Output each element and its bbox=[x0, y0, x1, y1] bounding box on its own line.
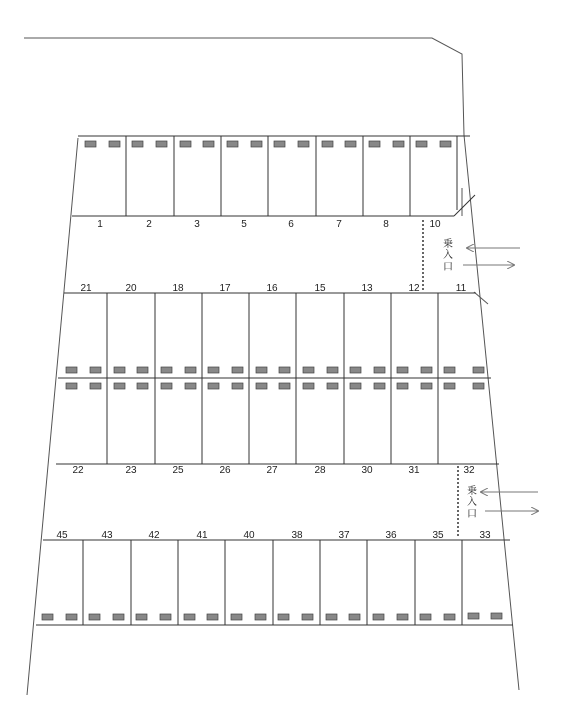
space-label: 6 bbox=[288, 219, 294, 230]
space-label: 41 bbox=[196, 530, 208, 541]
row-b-lines bbox=[58, 293, 491, 378]
space-label: 23 bbox=[125, 465, 137, 476]
space-label: 43 bbox=[101, 530, 113, 541]
space-label: 31 bbox=[408, 465, 420, 476]
entrance-lower bbox=[467, 484, 538, 520]
space-label: 38 bbox=[291, 530, 303, 541]
space-label: 16 bbox=[266, 283, 278, 294]
space-label: 27 bbox=[266, 465, 278, 476]
space-label: 42 bbox=[148, 530, 160, 541]
entrance-upper bbox=[443, 237, 520, 273]
space-label: 25 bbox=[172, 465, 184, 476]
row-c-lines bbox=[56, 378, 499, 464]
space-label: 35 bbox=[432, 530, 444, 541]
row-a-labels bbox=[97, 219, 441, 230]
space-label: 10 bbox=[429, 219, 441, 230]
entrance-char: 入 bbox=[443, 250, 453, 261]
space-label: 18 bbox=[172, 283, 184, 294]
row-b-wheel-stops bbox=[66, 367, 484, 373]
space-label: 15 bbox=[314, 283, 326, 294]
space-label: 32 bbox=[463, 465, 475, 476]
lot-boundary bbox=[24, 38, 519, 695]
space-label: 28 bbox=[314, 465, 326, 476]
space-label: 45 bbox=[56, 530, 68, 541]
row-d-labels bbox=[56, 530, 491, 541]
space-label: 7 bbox=[336, 219, 342, 230]
space-label: 22 bbox=[72, 465, 84, 476]
row-d-wheel-stops bbox=[42, 613, 502, 620]
space-label: 12 bbox=[408, 283, 420, 294]
space-label: 11 bbox=[455, 283, 467, 294]
space-label: 5 bbox=[241, 219, 247, 230]
space-label: 36 bbox=[385, 530, 397, 541]
row-a bbox=[72, 136, 475, 230]
row-a-lines bbox=[72, 136, 475, 216]
space-label: 33 bbox=[479, 530, 491, 541]
space-label: 2 bbox=[146, 219, 152, 230]
space-label: 20 bbox=[125, 283, 137, 294]
entrance-char: 乗 bbox=[467, 486, 477, 497]
space-label: 8 bbox=[383, 219, 389, 230]
row-b bbox=[58, 283, 491, 378]
space-label: 40 bbox=[243, 530, 255, 541]
row-b-labels bbox=[80, 283, 466, 294]
space-label: 37 bbox=[338, 530, 350, 541]
space-label: 17 bbox=[219, 283, 231, 294]
space-label: 13 bbox=[361, 283, 373, 294]
entrance-char: 口 bbox=[467, 509, 477, 520]
entrance-char: 乗 bbox=[443, 239, 453, 250]
space-label: 21 bbox=[80, 283, 92, 294]
row-c-labels bbox=[72, 465, 475, 476]
row-d bbox=[36, 530, 513, 625]
space-label: 1 bbox=[97, 219, 103, 230]
space-label: 3 bbox=[194, 219, 200, 230]
space-label: 26 bbox=[219, 465, 231, 476]
row-c-wheel-stops bbox=[66, 383, 484, 389]
row-c bbox=[56, 378, 499, 476]
space-label: 30 bbox=[361, 465, 373, 476]
entrance-char: 口 bbox=[443, 262, 453, 273]
row-d-lines bbox=[36, 540, 513, 625]
entrance-char: 入 bbox=[467, 497, 477, 508]
